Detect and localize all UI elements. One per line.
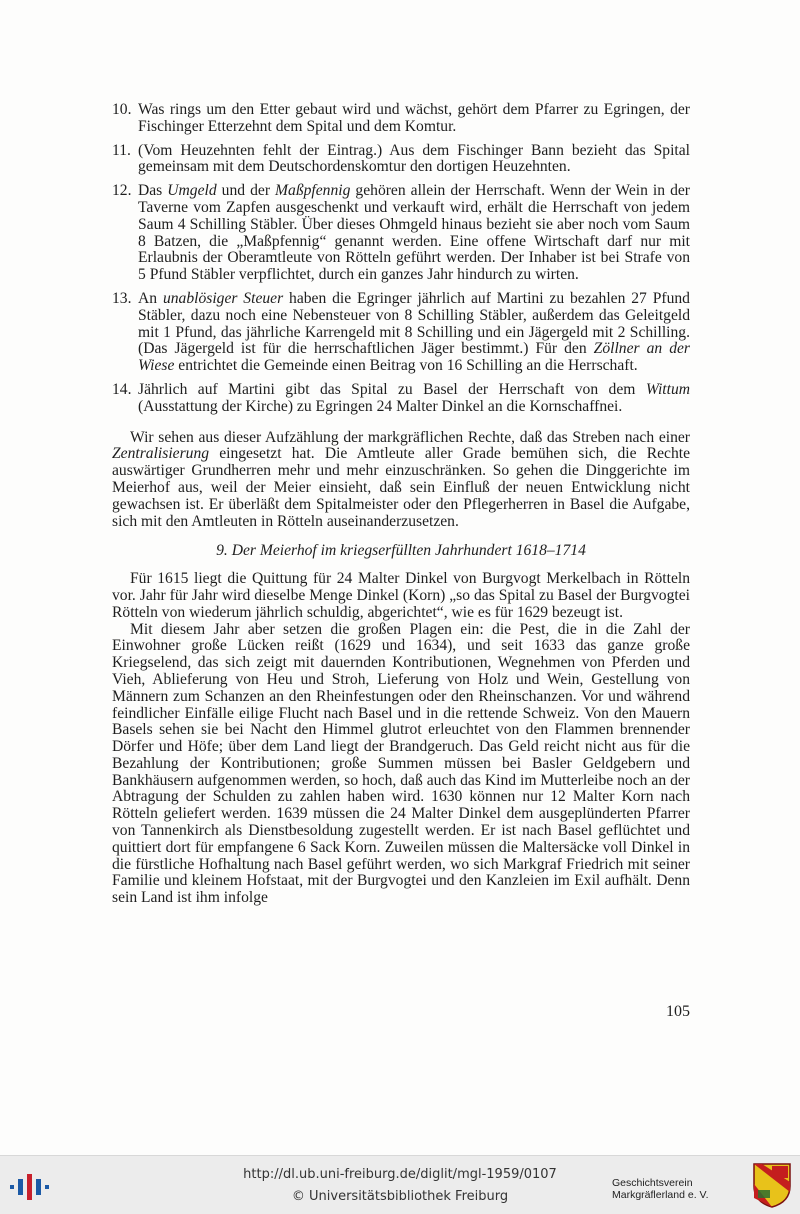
text-run: Das xyxy=(138,182,168,200)
text-run: Jährlich auf Martini gibt das Spital zu Basel der Herrschaft von dem xyxy=(138,380,646,398)
italic-term: Zentralisierung xyxy=(112,445,210,463)
society-name-line2: Markgräflerland e. V. xyxy=(612,1189,709,1201)
list-item-number: 13. xyxy=(112,289,132,307)
italic-term: Umgeld xyxy=(167,182,217,200)
summary-paragraph xyxy=(112,430,690,531)
text-run: und der xyxy=(216,182,276,200)
numbered-list xyxy=(112,102,690,416)
society-name xyxy=(612,1177,744,1201)
text-run: gehören allein der Herrschaft. Wenn der Wein in der Taverne vom Zapfen ausgeschenkt und verkauft wird, erhält die Herrschaft von jedem Saum 4 Schilling Stäbler. Über dieses Ohmgeld hinaus bezieht sie aber noch vom Saum 8 Batzen, die „Maßpfennig“ genannt werden. Eine offene Wirtschaft darf nur mit Erlaubnis der Oberamtleute von Rötteln geführt werden. Der Inhaber ist bei Strafe von 5 Pfund Stäbler verpflichtet, durch ein ganzes Jahr hindurch zu wirten. xyxy=(138,182,691,284)
list-item xyxy=(112,143,690,177)
list-item xyxy=(112,291,690,375)
italic-term: Wittum xyxy=(645,380,690,398)
text-run: (Vom Heuzehnten fehlt der Eintrag.) Aus dem Fischinger Bann bezieht das Spital gemeinsam mit dem Deutschordenskomtur den dortigen Heuzehnten. xyxy=(138,141,690,176)
list-item-number: 14. xyxy=(112,380,132,398)
list-item xyxy=(112,382,690,416)
page-number: 105 xyxy=(666,1003,690,1020)
document-url-link[interactable]: http://dl.ub.uni-freiburg.de/diglit/mgl-1959/0107 xyxy=(243,1167,557,1182)
italic-term: unablösiger Steuer xyxy=(162,289,284,307)
page-text xyxy=(112,102,690,907)
list-item-text xyxy=(138,291,690,375)
society-name-line1: Geschichtsverein xyxy=(612,1177,693,1189)
section-heading: 9. Der Meierhof im kriegserfüllten Jahrhundert 1618–1714 xyxy=(216,542,586,560)
list-item-number: 12. xyxy=(112,182,132,200)
text-run: An xyxy=(138,289,163,307)
text-run: entrichtet die Gemeinde einen Beitrag von 16 Schilling an die Herrschaft. xyxy=(174,357,638,375)
list-item-text xyxy=(138,183,690,284)
viewer-footer xyxy=(0,1155,800,1214)
text-run: Was rings um den Etter gebaut wird und wächst, gehört dem Pfarrer zu Egringen, der Fischinger Etterzehnt dem Spital und dem Komtur. xyxy=(138,101,690,135)
text-run: Wir sehen aus dieser Aufzählung der markgräflichen Rechte, daß das Streben nach einer xyxy=(130,428,690,446)
list-item-text xyxy=(138,143,690,177)
italic-term: Zöllner an der Wiese xyxy=(138,340,690,375)
list-item xyxy=(112,183,690,284)
list-item xyxy=(112,102,690,136)
paragraph-plagen: Mit diesem Jahr aber setzen die großen Plagen ein: die Pest, die in die Zahl der Einwohner große Lücken reißt (1629 und 1634), und seit 1633 das ganze große Kriegselend, das sich zeigt mit dauernden Kontributionen, Wegnehmen von Pferden und Vieh, Ablieferung von Heu und Stroh, Lieferung von Holz und Wein, Gestellung von Männern zum Schanzen an den Rheinfestungen oder den Rheinschanzen. Vor und während feindlicher Einfälle eilige Flucht nach Basel und in die rettende Schweiz. Von den Mauern Basels sehen sie bei Nacht den Himmel glutrot erleuchtet von den Flammen brennender Dörfer und Höfe; über dem Land liegt der Brandgeruch. Das Geld reicht nicht aus für die Bezahlung der Kontributionen; große Summen müssen bei Basler Geldgebern und Bankhäusern aufgenommen werden, so hoch, daß auch das Kind im Mutterleibe noch an der Abtragung der Schulden zu zahlen haben wird. 1630 können nur 12 Malter Korn nach Rötteln geliefert werden. 1639 müssen die 24 Malter Dinkel dem ausgeplünderten Pfarrer von Tannenkirch als Dienstbesoldung zugestellt werden. Er ist nach Basel geflüchtet und quittiert dort für empfangene 6 Sack Korn. Zuweilen müssen die Maltersäcke voll Dinkel in die fürstliche Hofhaltung nach Basel geführt werden, wo sich Markgraf Friedrich mit seiner Familie und kleinem Hofstaat, mit der Burgvogtei und den Kanzleien im Exil aufhält. Denn sein Land ist ihm infolge xyxy=(112,620,690,907)
coat-of-arms-icon xyxy=(752,1162,792,1208)
text-run: haben die Egringer jährlich auf Martini zu bezahlen 27 Pfund Stäbler, dazu noch eine Nebensteuer von 8 Schilling Stäbler, außerdem das Geleitgeld mit 1 Pfund, das jährliche Karrengeld mit 8 Schilling und ein Jägergeld mit 2 Schilling. (Das Jägergeld ist für die herrschaftlichen Jäger bestimmt.) Für den xyxy=(138,289,690,358)
list-item-number: 10. xyxy=(112,101,132,118)
list-item-number: 11. xyxy=(112,141,131,159)
list-item-text xyxy=(138,102,690,136)
text-run: (Ausstattung der Kirche) zu Egringen 24 Malter Dinkel an die Kornschaffnei. xyxy=(138,397,623,415)
text-run: eingesetzt hat. Die Amtleute aller Grade bemühen sich, die Rechte auswärtiger Grundherren mehr und mehr einzuschränken. So gehen die Dinggerichte im Meierhof aus, weil der Meier einsieht, daß sein Einfluß der neuen Entwicklung nicht gewachsen ist. Er überläßt dem Spitalmeister oder den Pflegerherren in Basel die Aufgabe, sich mit den Amtleuten in Rötteln auseinanderzusetzen. xyxy=(112,445,690,530)
italic-term: Maßpfennig xyxy=(275,182,351,200)
paragraph-1615: Für 1615 liegt die Quittung für 24 Malter Dinkel von Burgvogt Merkelbach in Rötteln vor. Jahr für Jahr wird dieselbe Menge Dinkel (Korn) „so das Spital zu Basel der Burgvogtei Rötteln von wiederum jährlich schuldig, abgerichtet“, wie es für 1629 bezeugt ist. xyxy=(112,570,690,621)
list-item-text xyxy=(138,382,690,416)
copyright-notice: © Universitätsbibliothek Freiburg xyxy=(291,1189,509,1204)
